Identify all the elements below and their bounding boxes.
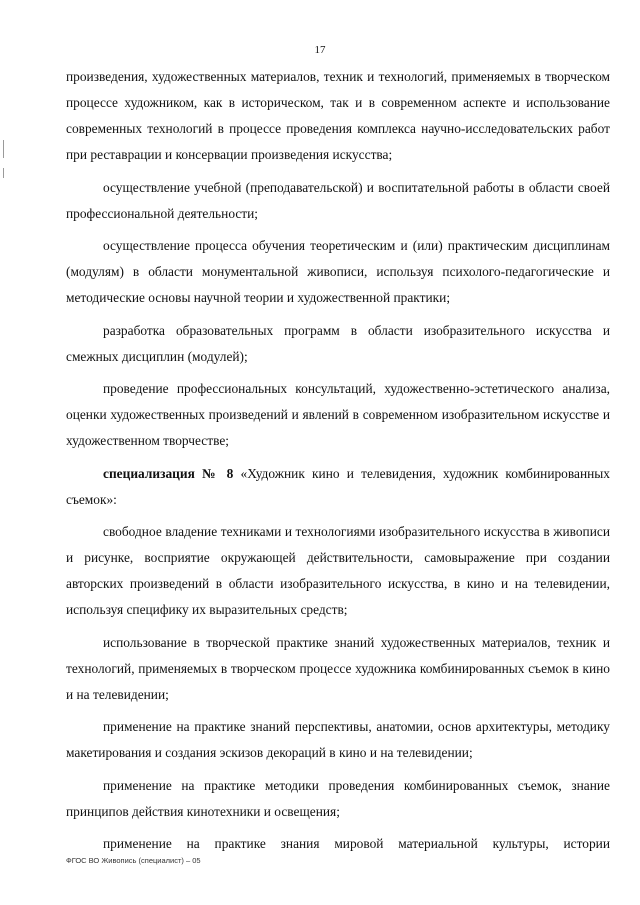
paragraph: произведения, художественных материалов, техник и технологий, применяемых в творческом процессе художником, как в историческом, так и в современном аспекте и использование современных технологий в процессе проведения комплекса научно-исследовательских работ при реставрации и консервации произведения искусства;: [66, 69, 610, 162]
specialization-heading: специализация № 8 «Художник кино и телевидения, художник комбинированных съемок»:: [66, 465, 610, 507]
paragraph: свободное владение техниками и технологиями изобразительного искусства в живописи и рисунке, восприятие окружающей действительности, самовыражение при создании авторских произведений в области изобразительного искусства, в кино и на телевидении, используя специфику их выразительных средств;: [66, 524, 610, 617]
paragraph: применение на практике знания мировой материальной культуры, истории: [103, 836, 610, 851]
paragraph: проведение профессиональных консультаций, художественно-эстетического анализа, оценки художественных произведений и явлений в современном изобразительном искусстве и художественном творчестве;: [66, 381, 610, 448]
paragraph: использование в творческой практике знаний художественных материалов, техник и технологий, применяемых в творческом процессе художника комбинированных съемок в кино и на телевидении;: [66, 634, 610, 702]
page-number: 17: [314, 44, 326, 56]
specialization-label: специализация № 8: [103, 465, 234, 481]
binding-mark: [3, 140, 4, 158]
paragraph: применение на практике методики проведения комбинированных съемок, знание принципов действия кинотехники и освещения;: [66, 777, 610, 819]
binding-mark: [3, 168, 4, 178]
paragraph: осуществление учебной (преподавательской) и воспитательной работы в области своей профессиональной деятельности;: [66, 179, 610, 221]
paragraph: разработка образовательных программ в области изобразительного искусства и смежных дисциплин (модулей);: [66, 322, 610, 364]
paragraph: осуществление процесса обучения теоретическим и (или) практическим дисциплинам (модулям) в области монументальной живописи, используя психолого-педагогические и методические основы научной теории и художественной практики;: [66, 238, 610, 305]
paragraph: применение на практике знаний перспективы, анатомии, основ архитектуры, методику макетирования и создания эскизов декораций в кино и на телевидении;: [66, 719, 610, 760]
document-footer: ФГОС ВО Живопись (специалист) – 05: [66, 856, 201, 865]
document-body: [66, 64, 610, 857]
